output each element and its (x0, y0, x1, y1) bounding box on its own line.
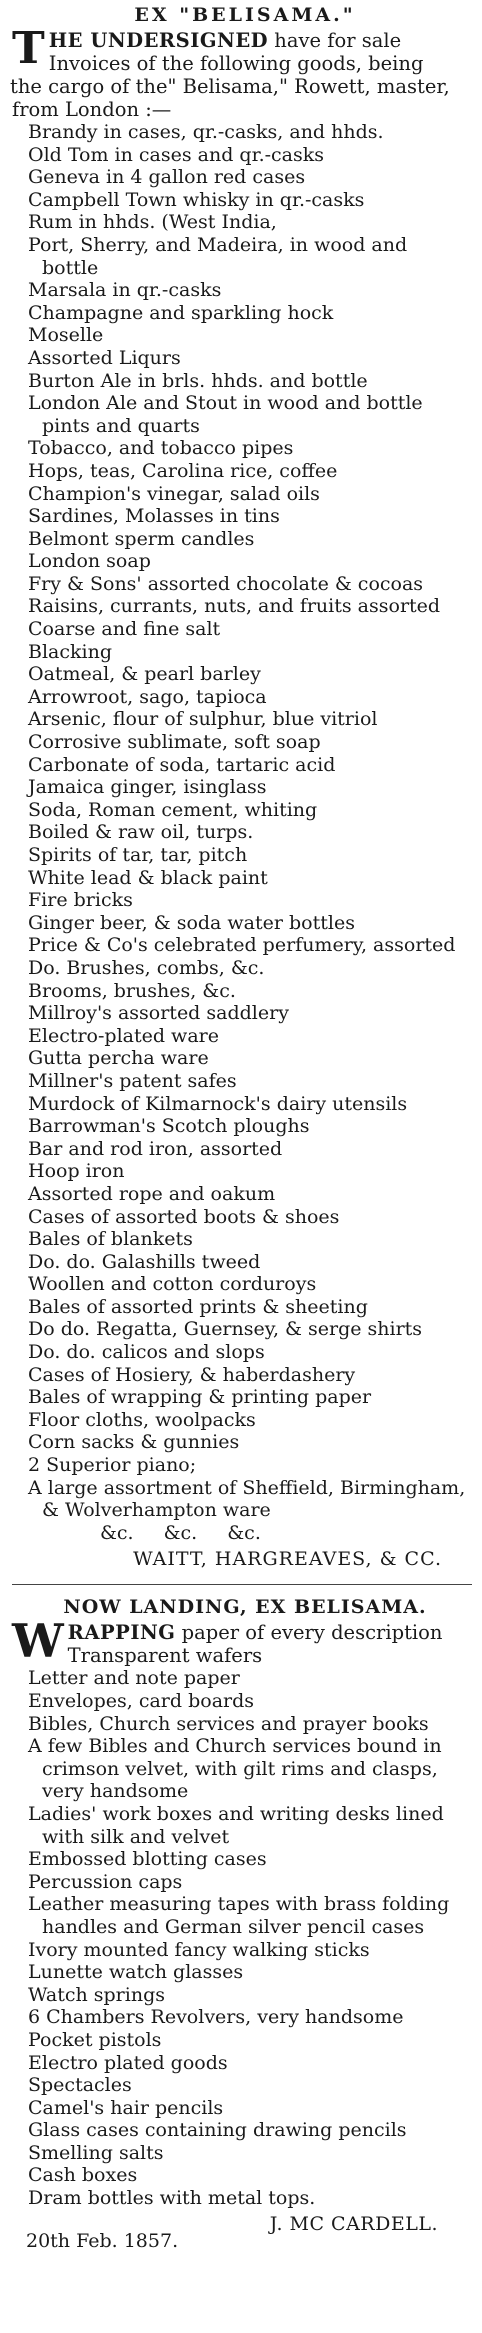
list-item (12, 1047, 478, 1070)
divider (12, 1584, 472, 1585)
list-item (12, 1251, 478, 1274)
list-item-text: Floor cloths, woolpacks (28, 1408, 256, 1431)
list-item (12, 370, 478, 393)
list-item-text: Bales of wrapping & printing paper (28, 1386, 372, 1409)
list-item (12, 392, 478, 437)
list-item (12, 2142, 478, 2165)
list-item (12, 1667, 478, 1690)
list-item (12, 1138, 478, 1161)
list-item-text: Envelopes, card boards (28, 1690, 255, 1712)
list-item (12, 1848, 478, 1871)
list-item (12, 1454, 478, 1477)
list-item-text: Ivory mounted fancy walking sticks (28, 1938, 370, 1961)
list-item-text: Do. Brushes, combs, &c. (28, 956, 265, 979)
list-item-text: Spirits of tar, tar, pitch (28, 844, 248, 866)
list-item (12, 731, 478, 754)
list-item-text: Blacking (28, 640, 112, 663)
list-item (12, 189, 478, 212)
list-item-text: Ladies' work boxes and writing desks lined (28, 1802, 444, 1825)
list-item (12, 1386, 478, 1409)
list-item-text: Smelling salts (28, 2141, 164, 2164)
list-item (12, 1939, 478, 1962)
list-item (12, 1364, 478, 1387)
list-item-text: Bales of assorted prints & sheeting (28, 1295, 368, 1318)
list-item (12, 1206, 478, 1229)
list-item-text: Fry & Sons' assorted chocolate & cocoas (28, 572, 424, 595)
list-item-text: Gutta percha ware (28, 1047, 209, 1070)
list-item-text: Percussion caps (28, 1870, 183, 1893)
list-item (12, 663, 478, 686)
list-item-text: Dram bottles with metal tops. (28, 2187, 316, 2210)
list-item-text: Cases of Hosiery, & haberdashery (28, 1363, 356, 1386)
list-item (12, 279, 478, 302)
list-item-text: Cases of assorted boots & shoes (28, 1205, 340, 1228)
list-item (12, 618, 478, 641)
list-item-text: Brooms, brushes, &c. (28, 979, 236, 1002)
list-item (12, 2029, 478, 2052)
list-item-text: Old Tom in cases and qr.-casks (28, 143, 325, 166)
advertiser-signature: J. MC CARDELL. (269, 2212, 438, 2235)
list-item (12, 686, 478, 709)
list-item-text: London Ale and Stout in wood and bottle (28, 392, 423, 415)
intro-text: have for sale (268, 29, 402, 52)
list-item-text: 6 Chambers Revolvers, very handsome (28, 2006, 404, 2029)
list-item-text: Fire bricks (28, 889, 133, 912)
list-item-text: Corrosive sublimate, soft soap (28, 731, 321, 754)
list-item (12, 1341, 478, 1364)
ad-heading: NOW LANDING, EX BELISAMA. (63, 1596, 427, 1619)
list-item-text: Millner's patent safes (28, 1069, 237, 1092)
ad-heading: EX "BELISAMA." (134, 4, 356, 26)
list-item (12, 573, 478, 596)
list-item-text: Barrowman's Scotch ploughs (28, 1115, 310, 1138)
list-item-text: Bibles, Church services and prayer books (28, 1712, 429, 1735)
list-item-text: Champagne and sparkling hock (28, 301, 334, 324)
intro-caps: RAPPING (67, 1621, 176, 1645)
drop-cap: T (12, 23, 45, 74)
list-item (12, 889, 478, 912)
list-item-text: London soap (28, 550, 151, 573)
list-item (12, 595, 478, 618)
list-item-text: 2 Superior piano; (28, 1454, 197, 1477)
list-item (12, 912, 478, 935)
list-item-text: Camel's hair pencils (28, 2096, 224, 2119)
list-item (12, 1893, 478, 1938)
drop-cap: W (12, 1614, 64, 1669)
intro-line: Transparent wafers (67, 1644, 263, 1668)
list-item (12, 2119, 478, 2142)
list-item-text: Hoop iron (28, 1160, 125, 1183)
list-item-continuation: very handsome (42, 1780, 189, 1803)
list-item-continuation: with silk and velvet (42, 1825, 230, 1848)
list-item-text: Oatmeal, & pearl barley (28, 663, 261, 686)
list-item (12, 144, 478, 167)
list-item (12, 641, 478, 664)
list-item (12, 1431, 478, 1454)
list-item-text: Assorted rope and oakum (28, 1182, 276, 1205)
list-item (12, 1160, 478, 1183)
etcetera-line: &c. &c. &c. (100, 1521, 261, 1544)
list-item-text: Boiled & raw oil, turps. (28, 821, 254, 844)
list-item-text: Port, Sherry, and Madeira, in wood and (28, 233, 408, 256)
list-item (12, 799, 478, 822)
list-item (12, 1296, 478, 1319)
list-item-text: Embossed blotting cases (28, 1848, 267, 1871)
list-item-text: Campbell Town whisky in qr.-casks (28, 188, 365, 211)
list-item (12, 1713, 478, 1736)
list-item-text: Coarse and fine salt (28, 618, 221, 641)
list-item (12, 980, 478, 1003)
list-item-text: A large assortment of Sheffield, Birmingham, (28, 1476, 466, 1499)
list-item (12, 483, 478, 506)
list-item (12, 844, 478, 867)
list-item-text: Ginger beer, & soda water bottles (28, 911, 355, 934)
list-item (12, 528, 478, 551)
advertisement-now-landing (12, 1593, 478, 2251)
list-item (12, 2164, 478, 2187)
list-item-text: Carbonate of soda, tartaric acid (28, 753, 336, 776)
intro-caps: HE UNDERSIGNED (48, 29, 269, 52)
list-item (12, 754, 478, 777)
list-item-continuation: crimson velvet, with gilt rims and clasps, (42, 1757, 438, 1780)
list-item-continuation: bottle (42, 256, 99, 279)
list-item (12, 1115, 478, 1138)
date-line: 20th Feb. 1857. (26, 2229, 179, 2252)
list-item (12, 2074, 478, 2097)
list-item-text: Rum in hhds. (West India, (28, 211, 277, 234)
list-item (12, 2052, 478, 2075)
list-item (12, 1002, 478, 1025)
list-item (12, 1273, 478, 1296)
list-item (12, 1690, 478, 1713)
list-item-continuation: pints and quarts (42, 414, 200, 437)
list-item (12, 1318, 478, 1341)
list-item-text: A few Bibles and Church services bound in (28, 1735, 442, 1758)
list-item (12, 211, 478, 234)
list-item (12, 957, 478, 980)
list-item-text: Glass cases containing drawing pencils (28, 2119, 407, 2142)
list-item-text: Soda, Roman cement, whiting (28, 798, 318, 821)
intro-line: from London :— (12, 98, 172, 121)
list-item-text: Price & Co's celebrated perfumery, assorted (28, 934, 456, 957)
list-item-text: Do do. Regatta, Guernsey, & serge shirts (28, 1318, 423, 1341)
list-item-text: Bales of blankets (28, 1228, 193, 1251)
ad-intro (10, 23, 478, 121)
list-item (12, 324, 478, 347)
intro-text: paper of every description (175, 1621, 443, 1645)
list-item (12, 934, 478, 957)
list-item-text: Electro plated goods (28, 2051, 228, 2074)
list-item-text: Watch springs (28, 1983, 165, 2006)
intro-line: Invoices of the following goods, being (48, 52, 424, 75)
list-item-continuation: handles and German silver pencil cases (42, 1915, 425, 1938)
list-item-continuation: & Wolverhampton ware (42, 1499, 271, 1522)
list-item-text: Letter and note paper (28, 1667, 240, 1690)
list-item-text: Lunette watch glasses (28, 1961, 244, 1984)
list-item-text: White lead & black paint (28, 866, 268, 889)
list-item (12, 302, 478, 325)
list-item-text: Sardines, Molasses in tins (28, 505, 280, 528)
list-item-text: Geneva in 4 gallon red cases (28, 166, 306, 189)
list-item (12, 1025, 478, 1048)
list-item-text: Spectacles (28, 2074, 132, 2097)
list-item-text: Marsala in qr.-casks (28, 279, 222, 302)
list-item (12, 2006, 478, 2029)
list-item (12, 460, 478, 483)
goods-list (12, 121, 478, 1522)
list-item (12, 708, 478, 731)
list-item-text: Pocket pistols (28, 2028, 162, 2051)
list-item-text: Burton Ale in brls. hhds. and bottle (28, 369, 368, 392)
list-item-text: Electro-plated ware (28, 1024, 219, 1047)
list-item (12, 234, 478, 279)
list-item (12, 1477, 478, 1522)
list-item-text: Leather measuring tapes with brass folding (28, 1893, 450, 1916)
list-item-text: Champion's vinegar, salad oils (28, 482, 320, 505)
list-item (12, 1070, 478, 1093)
list-item-text: Moselle (28, 324, 104, 347)
list-item (12, 1735, 478, 1803)
list-item (12, 121, 478, 144)
list-item (12, 2097, 478, 2120)
list-item-text: Raisins, currants, nuts, and fruits assorted (28, 595, 441, 618)
list-item-text: Hops, teas, Carolina rice, coffee (28, 459, 338, 482)
list-item-text: Millroy's assorted saddlery (28, 1002, 289, 1025)
list-item-text: Arsenic, flour of sulphur, blue vitriol (28, 708, 378, 731)
advertisement-belisama-goods (12, 0, 478, 1574)
list-item (12, 1409, 478, 1432)
list-item (12, 347, 478, 370)
list-item-text: Jamaica ginger, isinglass (28, 776, 267, 799)
list-item-text: Do. do. calicos and slops (28, 1341, 265, 1364)
list-item (12, 550, 478, 573)
list-item-text: Brandy in cases, qr.-casks, and hhds. (28, 121, 384, 143)
intro-line: the cargo of the" Belisama," Rowett, master, (10, 75, 450, 98)
list-item (12, 437, 478, 460)
list-item-text: Belmont sperm candles (28, 527, 255, 550)
list-item (12, 1183, 478, 1206)
list-item-text: Arrowroot, sago, tapioca (28, 685, 267, 708)
list-item (12, 505, 478, 528)
advertiser-signature: WAITT, HARGREAVES, & CC. (133, 1548, 442, 1571)
list-item (12, 1871, 478, 1894)
list-item (12, 1984, 478, 2007)
list-item (12, 1803, 478, 1848)
list-item (12, 1093, 478, 1116)
list-item-text: Bar and rod iron, assorted (28, 1137, 283, 1160)
list-item-text: Corn sacks & gunnies (28, 1431, 240, 1454)
list-item-text: Cash boxes (28, 2164, 138, 2187)
list-item (12, 776, 478, 799)
list-item (12, 1961, 478, 1984)
list-item-text: Assorted Liqurs (28, 346, 181, 369)
list-item (12, 2187, 478, 2210)
list-item (12, 1228, 478, 1251)
list-item-text: Murdock of Kilmarnock's dairy utensils (28, 1092, 408, 1115)
list-item (12, 166, 478, 189)
ad-intro (12, 1614, 478, 1669)
list-item (12, 867, 478, 890)
list-item (12, 821, 478, 844)
list-item-text: Woollen and cotton corduroys (28, 1273, 317, 1296)
goods-list (12, 1667, 478, 2209)
list-item-text: Tobacco, and tobacco pipes (28, 437, 294, 460)
list-item-text: Do. do. Galashills tweed (28, 1250, 261, 1273)
